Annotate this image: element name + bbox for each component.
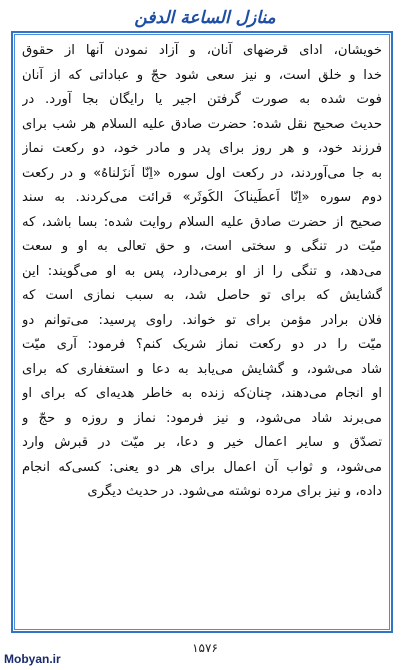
text-line: داده، و نیز برای مرده نوشته می‌شود. در حدیث دیگری (87, 484, 382, 499)
site-watermark: Mobyan.ir (4, 652, 61, 666)
text-line: شاد می‌شود، و گشایش می‌یابد به دعا و استغفاری که برای (22, 361, 382, 377)
text-line: خدا و خلق است، و نیز سعی شود حجّ و عباداتی که از آنان (22, 67, 382, 83)
text-line: فرزند خود، و هر روز برای پدر و مادر خود، دو رکعت نماز (22, 141, 382, 156)
text-line: می‌دهد، و تنگی را از او برمی‌دارد، پس به او می‌گویند: این (22, 263, 382, 279)
text-line: او انجام می‌دهند، چنان‌که زنده به خاطر هدیه‌ای که برای او (22, 386, 382, 401)
body-text (22, 39, 382, 627)
text-line: به جا می‌آوردند، در رکعت اول سوره «اِنّا اَنزَلناهُ» و در رکعت (22, 165, 382, 181)
text-line: گشایش که برای تو حاصل شد، به سبب نمازی است که (22, 288, 382, 303)
page-number: ۱۵۷۶ (192, 641, 218, 655)
text-line: خویشان، ادای قرضهای آنان، و آزاد نمودن آنها از حقوق (22, 43, 382, 58)
text-line: میّت در تنگی و سختی است، و حق تعالی به او و سعت (22, 239, 382, 254)
text-line: حدیث صحیح نقل شده: حضرت صادق علیه السلام هر شب برای (22, 116, 382, 132)
page-header-title: منازل الساعة الدفن (134, 8, 276, 28)
text-line: فلان برادر مؤمن برای تو خواند. راوی پرسید: می‌توانم دو (22, 312, 382, 328)
text-line: فوت شده به صورت گرفتن اجیر یا رایگان بجا آورد. در (22, 92, 382, 107)
text-line: دوم سوره «اِنّا اَعطَیناکَ الکَوثَر» قرائت می‌کردند. به سند (22, 190, 382, 205)
text-line: تصدّق و سایر اعمال خیر و دعا، بر میّت در قبرش وارد (22, 435, 382, 450)
text-line: صحیح از حضرت صادق علیه السلام روایت شده: بسا باشد، که (22, 214, 382, 230)
text-line: می‌برند شاد می‌شود، و نیز فرمود: نماز و روزه و حجّ و (22, 410, 382, 426)
text-line: میّت را در دو رکعت نماز شریک کنم؟ فرمود: آری میّت (22, 337, 382, 352)
text-line: می‌شود، و ثواب آن اعمال برای هر دو یعنی: کسی‌که انجام (22, 459, 382, 475)
